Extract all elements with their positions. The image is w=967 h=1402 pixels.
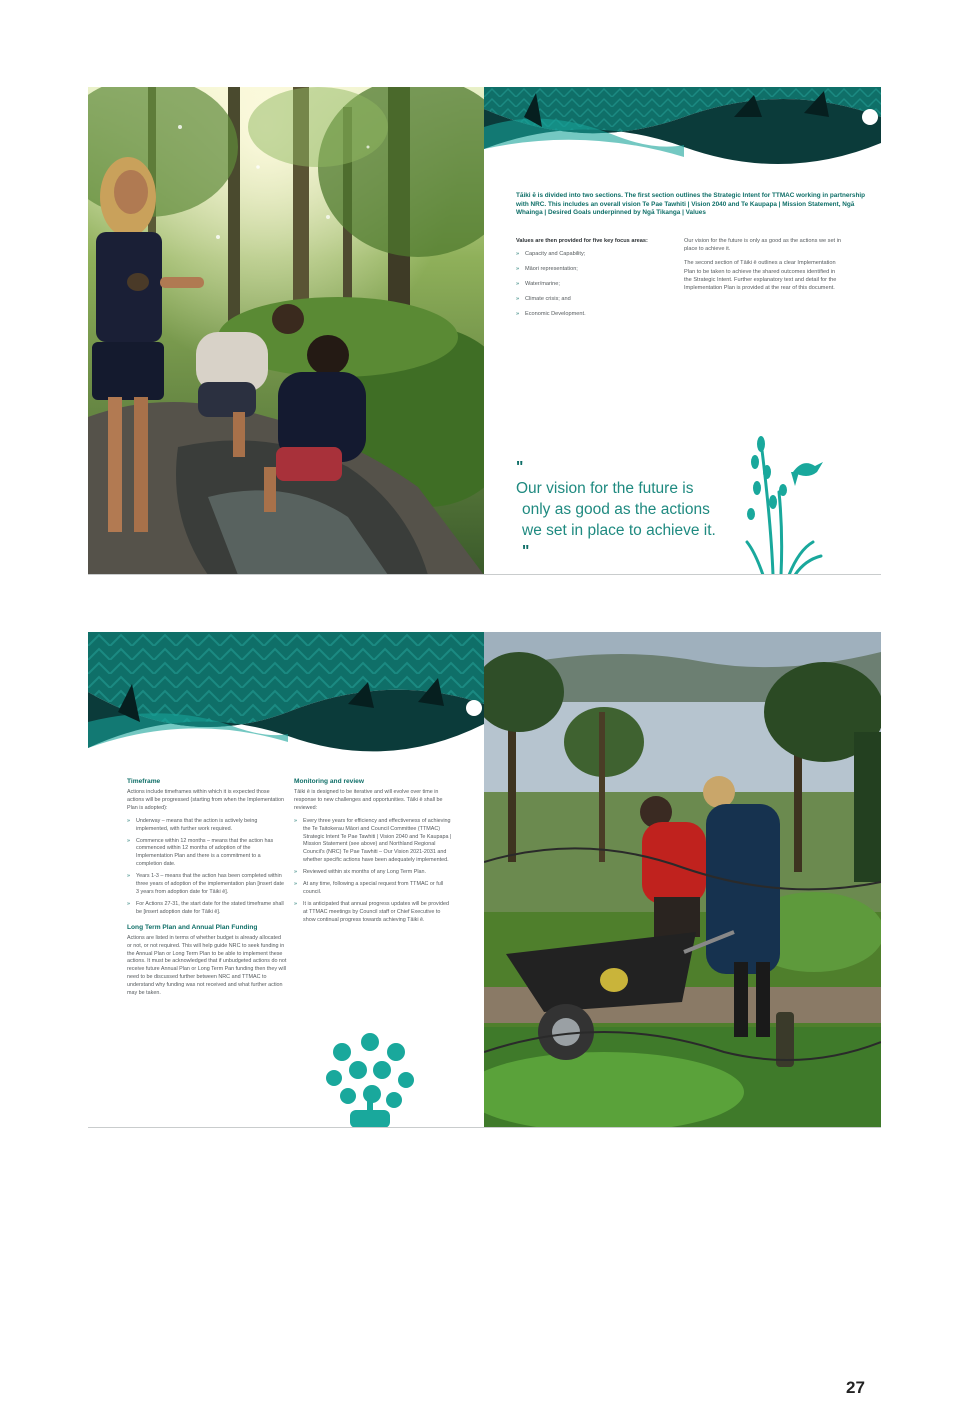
list-item: » Every three years for efficiency and effectiveness of achieving the Te Taitokerau Māori and Council Committee (TTMAC) Strategic Intent Te Pae Tawhiti | Vision 2040 and Te Kaupapa | Mission Statement (see above) and Northland Regional Council's (NRC) Te Pae Tawhiti – Our Vision 2021-2031 and whether specific actions have been adequately implemented. (294, 818, 454, 865)
monitoring-intro: Tāiki ē is designed to be iterative and will evolve over time in response to new challenges and opportunities. Tāiki ē shall be reviewed: (294, 789, 443, 811)
second-section-paragraph: The second section of Tāiki ē outlines a clear Implementation Plan to be taken to achieve the shared outcomes identified in the Strategic Intent. Further explanatory text and detail for the Implementation Plan is provided at the rear of this document. (684, 260, 837, 292)
list-item: » Years 1-3 – means that the action has been completed within three years of adoption of the implementation plan [insert date 3 years from adoption date for Tāiki ē]. (127, 873, 287, 897)
vision-paragraph: Our vision for the future is only as good as the actions we set in place to achieve it. (684, 238, 842, 253)
timeframe-column (127, 777, 287, 998)
page-divider (88, 1127, 881, 1128)
flax-bird-illustration (743, 432, 833, 575)
open-quote-mark: " (516, 459, 524, 476)
timeframe-heading: Timeframe (127, 778, 161, 785)
ltp-heading: Long Term Plan and Annual Plan Funding (127, 923, 258, 931)
spread-bottom (88, 632, 881, 1128)
focus-areas-column (516, 237, 676, 325)
list-item: » For Actions 27-31, the start date for the stated timeframe shall be [insert adoption date for Tāiki ē]. (127, 901, 287, 917)
list-item: » Climate crisis; and (516, 295, 676, 303)
page-divider (88, 574, 881, 575)
list-item: » Māori representation; (516, 265, 676, 273)
spread-top (88, 87, 881, 575)
list-item: » Reviewed within six months of any Long Term Plan. (294, 869, 454, 877)
pull-quote (516, 457, 756, 562)
timeframe-intro: Actions include timeframes within which it is expected those actions will be progressed (starting from when the Implementation Plan is adopted): (127, 789, 285, 811)
garden-wheelbarrow-photo (484, 632, 881, 1128)
intro-paragraph: Tāiki ē is divided into two sections. The first section outlines the Strategic Intent for TTMAC working in partnership with NRC. This includes an overall vision Te Pae Tawhiti | Vision 2040 and Te Kaupapa | Mission Statement, Ngā Whainga | Desired Goals underpinned by Ngā Tikanga | Values (516, 192, 866, 217)
list-item: » It is anticipated that annual progress updates will be provided at TTMAC meetings by Council staff or Chief Executive to show continual progress towards achieving Tāiki ē. (294, 901, 454, 925)
implementation-column (684, 237, 844, 292)
list-item: » Water/marine; (516, 280, 676, 288)
values-lead-text: Values are then provided for five key focus areas: (516, 238, 648, 244)
leaf-illustration (320, 1030, 420, 1128)
list-item: » Underway – means that the action is actively being implemented, with further work required. (127, 818, 287, 834)
page-number: 27 (846, 1378, 865, 1397)
teal-wave-banner (88, 632, 484, 756)
quote-line: Our vision for the future is (516, 480, 694, 497)
teal-wave-banner (484, 87, 881, 169)
children-by-stream-photo (88, 87, 484, 575)
list-item: » At any time, following a special request from TTMAC or full council. (294, 881, 454, 897)
monitoring-heading: Monitoring and review (294, 778, 364, 785)
close-quote-mark: " (522, 543, 530, 560)
ltp-paragraph: Actions are listed in terms of whether budget is already allocated or not, or not required. This will help guide NRC to seek funding in the Annual Plan or Long Term Plan to be able to implement these actions. It must be acknowledged that if unbudgeted actions do not receive future Annual Plan or Long Term Pan funding then they will need to be discussed further between NRC and TTMAC to understand why funding was not received and what further action may be taken. (127, 934, 287, 997)
list-item: » Commence within 12 months – means that the action has commenced within 12 months of adoption of the Implementation Plan and there is a commitment to a completion date. (127, 838, 287, 870)
monitoring-list (294, 818, 454, 925)
timeframe-list (127, 818, 287, 917)
focus-areas-list (516, 250, 676, 318)
quote-line: we set in place to achieve it. (522, 522, 716, 539)
monitoring-column (294, 777, 454, 929)
list-item: » Capacity and Capability; (516, 250, 676, 258)
quote-line: only as good as the actions (522, 501, 710, 518)
list-item: » Economic Development. (516, 310, 676, 318)
